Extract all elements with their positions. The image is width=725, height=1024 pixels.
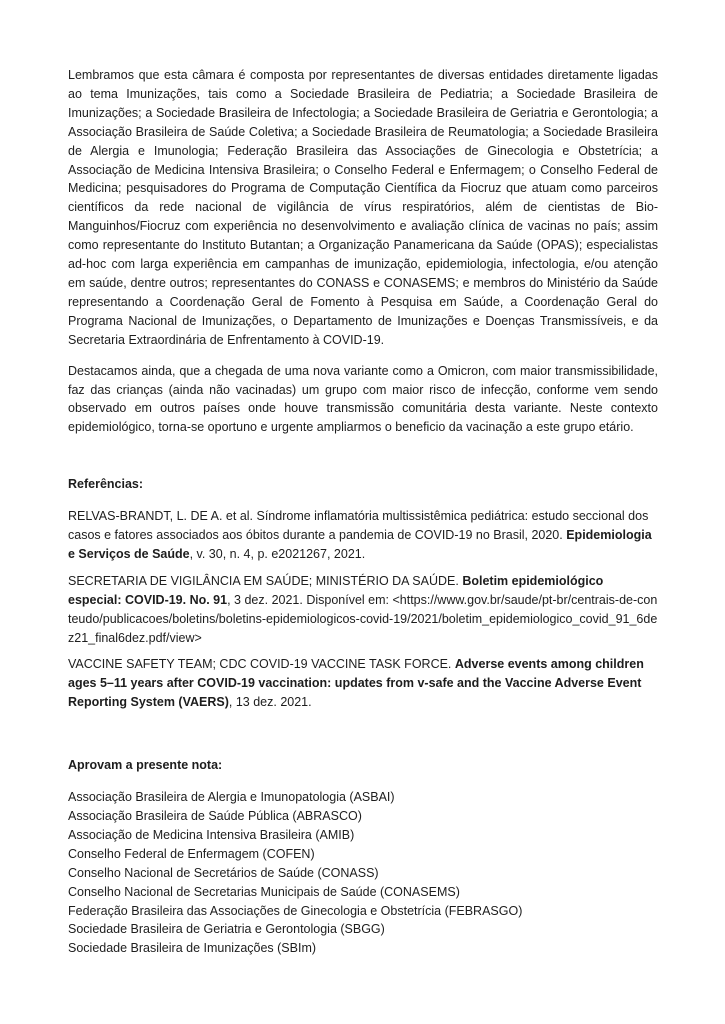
approval-heading: Aprovam a presente nota:: [68, 758, 223, 773]
reference-2-title: Boletim epidemiológico especial: COVID-19. No. 91: [68, 573, 604, 607]
reference-1-authors-text: RELVAS-BRANDT, L. DE A. et al. Síndrome inflamatória multissistêmica pediátrica: estudo seccional dos casos e fatores associados aos óbitos durante a pandemia de COVID-19 no Brasil, 2020.: [68, 509, 649, 543]
approver-item-amib: Associação de Medicina Intensiva Brasileira (AMIB): [68, 827, 355, 842]
approver-item-cofen: Conselho Federal de Enfermagem (COFEN): [68, 846, 315, 861]
approver-item-abrasco: Associação Brasileira de Saúde Pública (ABRASCO): [68, 809, 362, 823]
reference-relvas-brandt: [68, 507, 658, 564]
approver-item-sbim: Sociedade Brasileira de Imunizações (SBIm): [68, 941, 317, 956]
reference-vaers: [68, 655, 658, 712]
reference-3-date-text: , 13 dez. 2021.: [228, 695, 312, 710]
approver-item-conasems: Conselho Nacional de Secretarias Municipais de Saúde (CONASEMS): [68, 884, 460, 899]
reference-2-authors-text: SECRETARIA DE VIGILÂNCIA EM SAÚDE; MINISTÉRIO DA SAÚDE.: [68, 573, 463, 588]
approver-item-febrasgo: Federação Brasileira das Associações de Ginecologia e Obstetrícia (FEBRASGO): [68, 903, 523, 918]
reference-2-url: <https://www.gov.br/saude/pt-br/centrais-de-conteudo/publicacoes/boletins/boletins-epidemiologicos-covid-19/2021/boletim_epidemiologico_covid_91_6dez21_final6dez.pdf/view>: [68, 592, 658, 645]
approvers-list: [68, 788, 658, 958]
body-paragraph-omicron: Destacamos ainda, que a chegada de uma nova variante como a Omicron, com maior transmissibilidade, faz das crianças (ainda não vacinadas) um grupo com maior risco de infecção, conforme vem sendo observado em outros países onde houve transmissão comunitária desta variante. Neste contexto epidemiológico, torna-se oportuno e urgente ampliarmos o beneficio da vacinação a este grupo etário.: [68, 363, 658, 435]
reference-boletim-epidemiologico: [68, 572, 658, 648]
reference-3-authors-text: VACCINE SAFETY TEAM; CDC COVID-19 VACCINE TASK FORCE.: [68, 657, 455, 672]
reference-1-journal-title: Epidemiologia e Serviços de Saúde: [68, 528, 652, 561]
body-paragraph-entities: Lembramos que esta câmara é composta por representantes de diversas entidades diretamente ligadas ao tema Imunizações, tais como a Sociedade Brasileira de Pediatria; a Sociedade Brasileira de Imunizações; a Sociedade Brasileira de Infectologia; a Sociedade Brasileira de Geriatria e Gerontologia; a Associação Brasileira de Saúde Coletiva; a Sociedade Brasileira de Reumatologia; a Sociedade Brasileira de Alergia e Imunologia; Federação Brasileira das Associações de Ginecologia e Obstetrícia; a Associação de Medicina Intensiva Brasileira; o Conselho Federal e Enfermagem; o Conselho Federal de Medicina; pesquisadores do Programa de Computação Científica da Fiocruz que atuam como parceiros científicos da rede nacional de vigilância de vírus respiratórios, além de cientistas de Bio-Manguinhos/Fiocruz com experiência no desenvolvimento e avaliação clínica de vacinas no país; assim como representante do Instituto Butantan; a Organização Panamericana da Saúde (OPAS); especialistas ad-hoc com larga experiência em campanhas de imunização, epidemiologia, infectologia, e/ou atenção em saúde, dentre outros; representantes do CONASS e CONASEMS; e membros do Ministério da Saúde representando a Coordenação Geral de Fomento à Pesquisa em Saúde, a Coordenação Geral do Programa Nacional de Imunizações, o Departamento de Imunizações e Doenças Transmissíveis, e da Secretaria Extraordinária de Enfrentamento à COVID-19.: [68, 68, 658, 347]
reference-1-issue-text: , v. 30, n. 4, p. e2021267, 2021.: [189, 546, 366, 561]
approver-item-conass: Conselho Nacional de Secretários de Saúde (CONASS): [68, 865, 379, 880]
approver-item-asbai: Associação Brasileira de Alergia e Imunopatologia (ASBAI): [68, 790, 395, 805]
approver-item-sbgg: Sociedade Brasileira de Geriatria e Gerontologia (SBGG): [68, 922, 385, 937]
reference-2-date-text: , 3 dez. 2021. Disponível em:: [227, 592, 393, 607]
reference-3-title: Adverse events among children ages 5–11 years after COVID-19 vaccination: updates from v-safe and the Vaccine Adverse Event Reporting System (VAERS): [68, 657, 644, 710]
references-heading: Referências:: [68, 477, 144, 492]
